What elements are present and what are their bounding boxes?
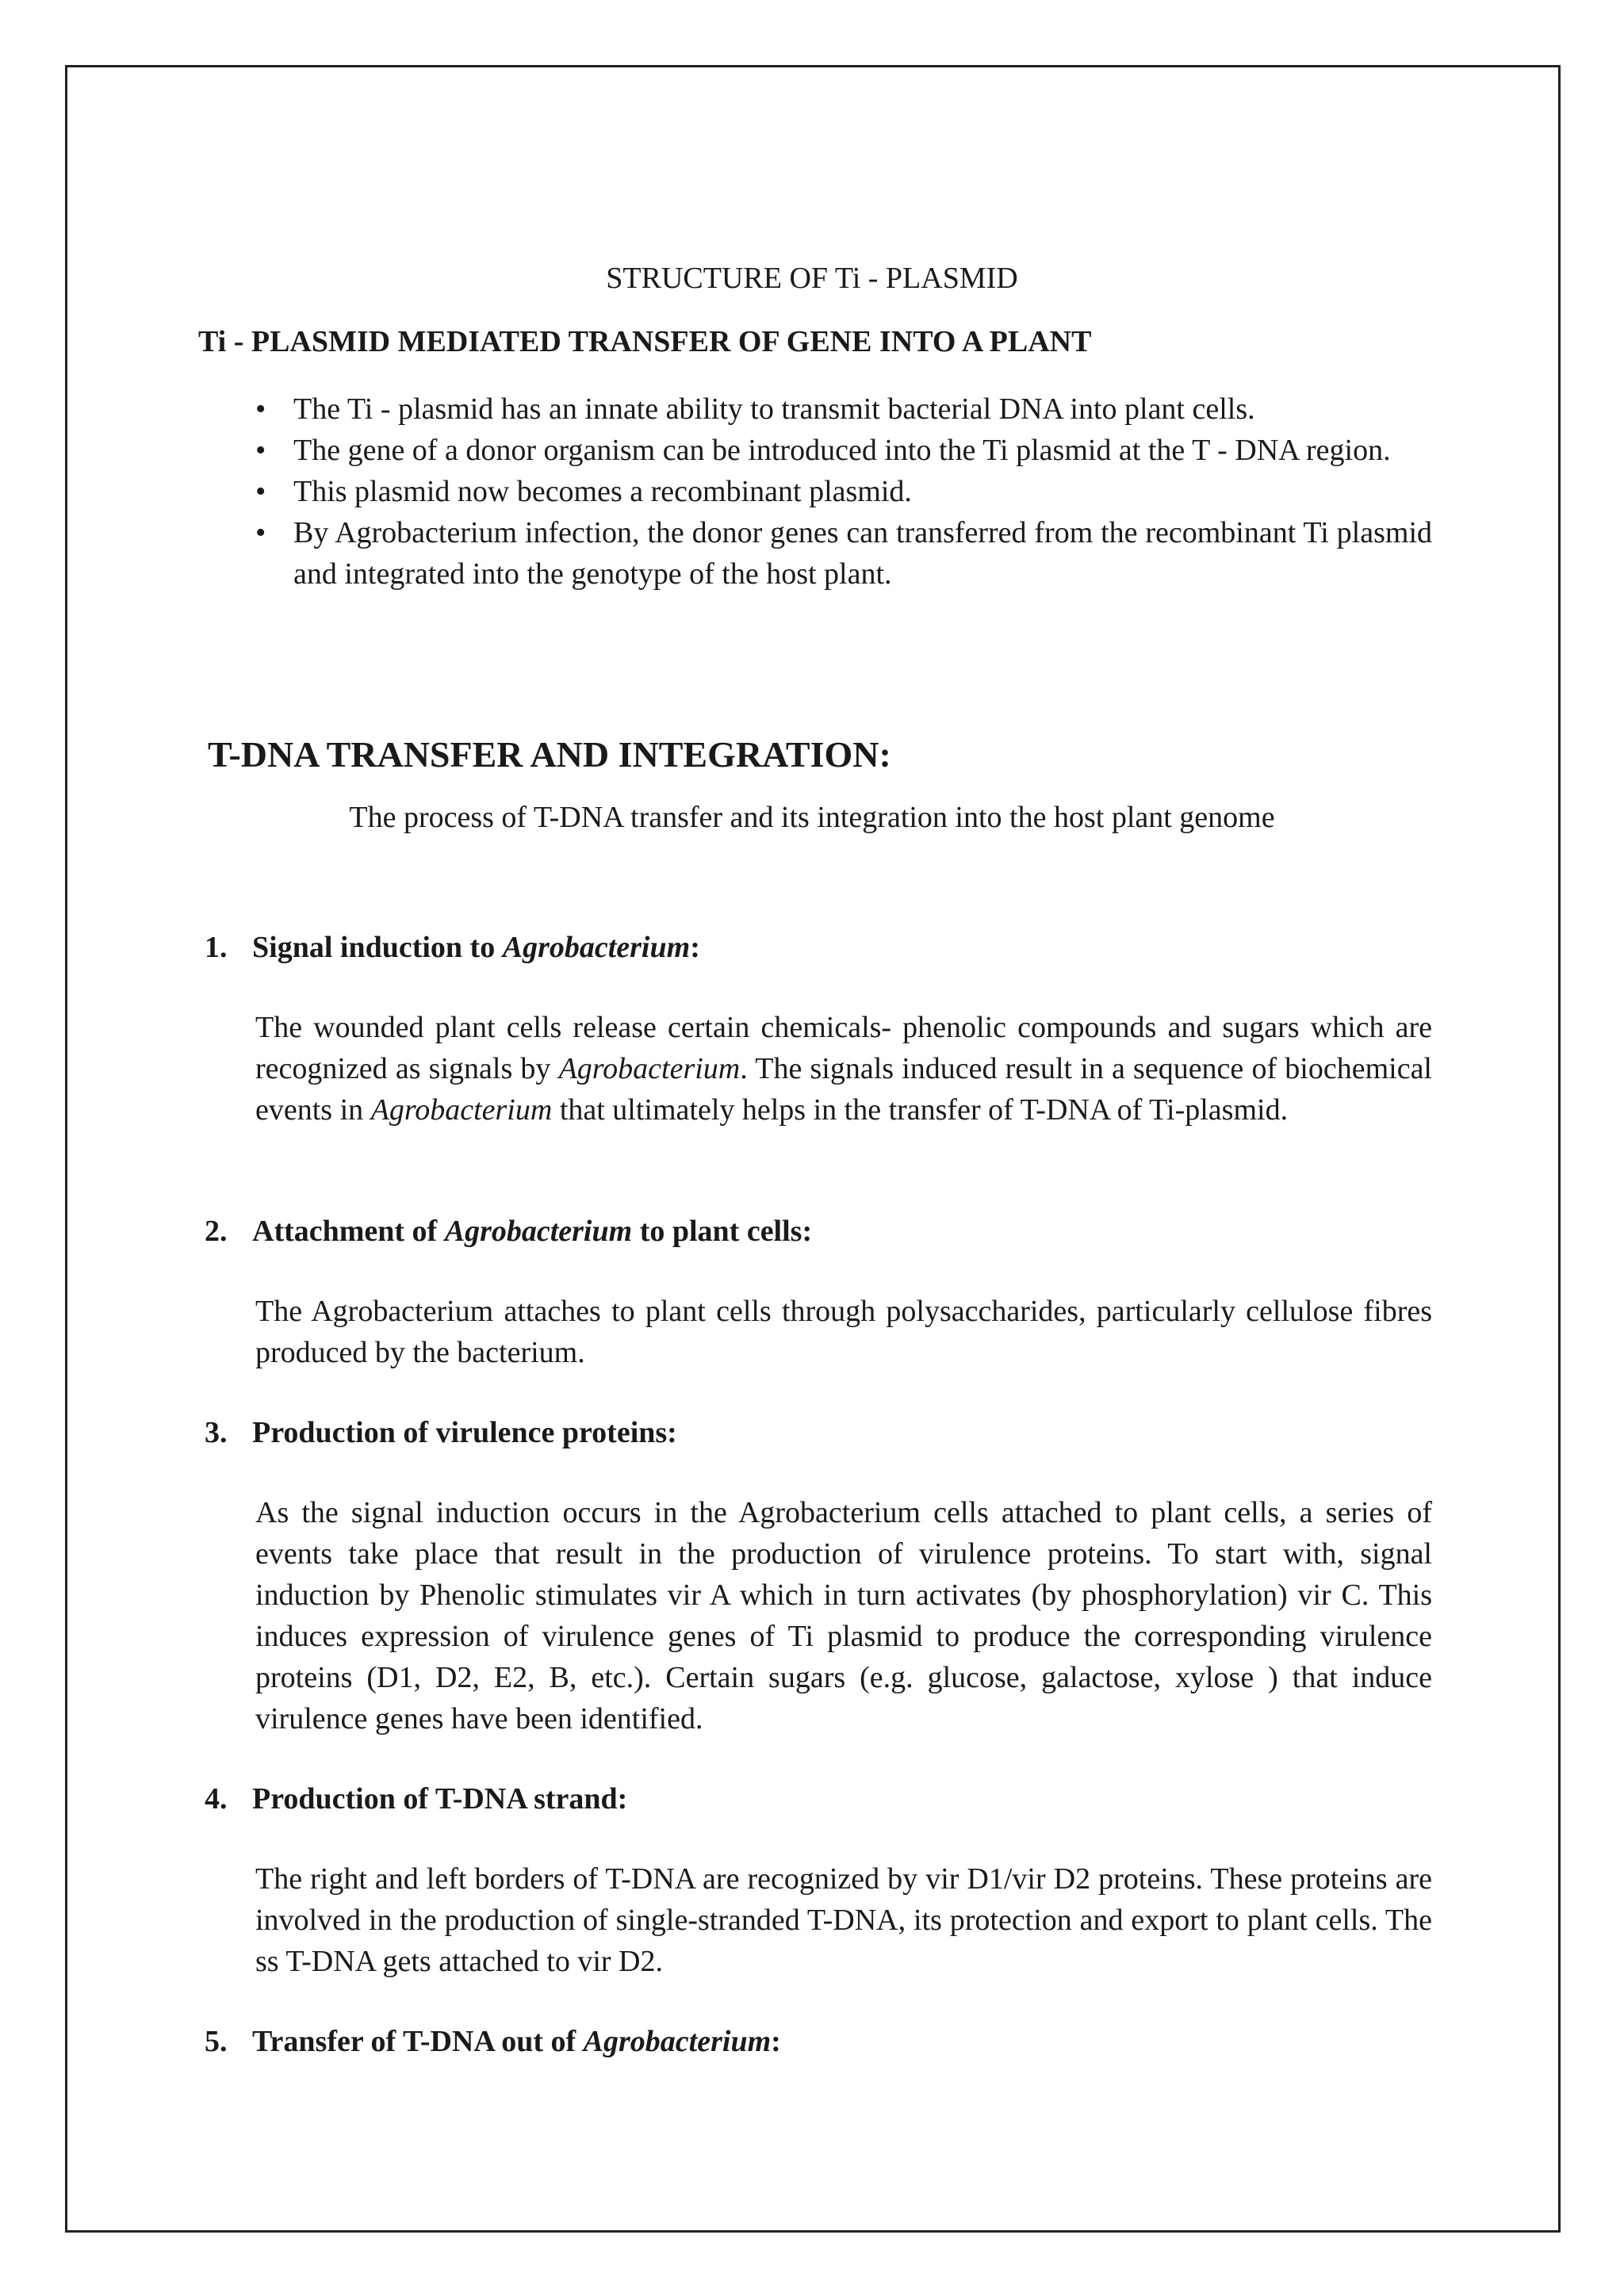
step-title-end: to plant cells: (632, 1215, 813, 1248)
step-heading-5 (205, 2023, 781, 2060)
step-heading-4 (205, 1781, 627, 1817)
step-body-4: The right and left borders of T-DNA are recognized by vir D1/vir D2 proteins. These proteins are involved in the production of single-stranded T-DNA, its protection and export to plant cells. The ss T-DNA gets attached to vir D2. (255, 1862, 1432, 1978)
step-title-end: : (690, 931, 700, 964)
step-title-italic: Agrobacterium (444, 1215, 633, 1248)
bullet-item: • The gene of a donor organism can be introduced into the Ti plasmid at the T - DNA region. (293, 430, 1432, 471)
step-title: Production of virulence proteins: (252, 1416, 677, 1449)
step-number: 1. (205, 931, 228, 964)
step-body-text: The wounded plant cells release certain chemicals- phenolic compounds and sugars which are recognized as signals by (255, 1011, 1432, 1085)
step-title: Signal induction to (252, 931, 503, 964)
step-heading-3 (205, 1414, 677, 1451)
bullet-item: • By Agrobacterium infection, the donor genes can transferred from the recombinant Ti plasmid and integrated into the genotype of the host plant. (293, 512, 1432, 595)
step-title: Production of T-DNA strand: (252, 1782, 628, 1816)
bullet-list (293, 388, 1432, 595)
tdna-heading: T-DNA TRANSFER AND INTEGRATION: (208, 734, 891, 775)
step-title: Attachment of (252, 1215, 445, 1248)
step-number: 5. (205, 2025, 228, 2058)
step-body-italic: Agrobacterium (370, 1093, 553, 1127)
step-body-3: As the signal induction occurs in the Agrobacterium cells attached to plant cells, a series of events take place that result in the production of virulence proteins. To start with, signal induction by Phenolic stimulates vir A which in turn activates (by phosphorylation) vir C. This induces expression of virulence genes of Ti plasmid to produce the corresponding virulence proteins (D1, D2, E2, B, etc.). Certain sugars (e.g. glucose, galactose, xylose ) that induce virulence genes have been identified. (255, 1496, 1432, 1735)
bullet-item: • This plasmid now becomes a recombinant plasmid. (293, 471, 1432, 512)
step-title: Transfer of T-DNA out of (252, 2025, 584, 2058)
step-number: 2. (205, 1215, 228, 1248)
step-body-2: The Agrobacterium attaches to plant cells through polysaccharides, particularly cellulose fibres produced by the bacterium. (255, 1295, 1432, 1369)
tdna-subtitle: The process of T-DNA transfer and its integration into the host plant genome (349, 801, 1275, 834)
bullet-item: • The Ti - plasmid has an innate ability to transmit bacterial DNA into plant cells. (293, 388, 1432, 430)
step-number: 3. (205, 1416, 228, 1449)
step-body-italic: Agrobacterium (558, 1052, 741, 1085)
step-title-italic: Agrobacterium (583, 2025, 772, 2058)
structure-title: STRUCTURE OF Ti - PLASMID (606, 262, 1018, 295)
step-heading-2 (205, 1213, 812, 1249)
step-number: 4. (205, 1782, 228, 1816)
step-body-text: . The signals induced result in a sequence of biochemical events in (255, 1052, 1432, 1127)
step-title-italic: Agrobacterium (502, 931, 691, 964)
step-title-end: : (771, 2025, 781, 2058)
section-heading: Ti - PLASMID MEDIATED TRANSFER OF GENE INTO A PLANT (198, 325, 1092, 358)
step-body-1 (255, 1007, 1432, 1131)
step-body-text: that ultimately helps in the transfer of T-DNA of Ti-plasmid. (552, 1093, 1289, 1127)
step-heading-1 (205, 929, 700, 966)
